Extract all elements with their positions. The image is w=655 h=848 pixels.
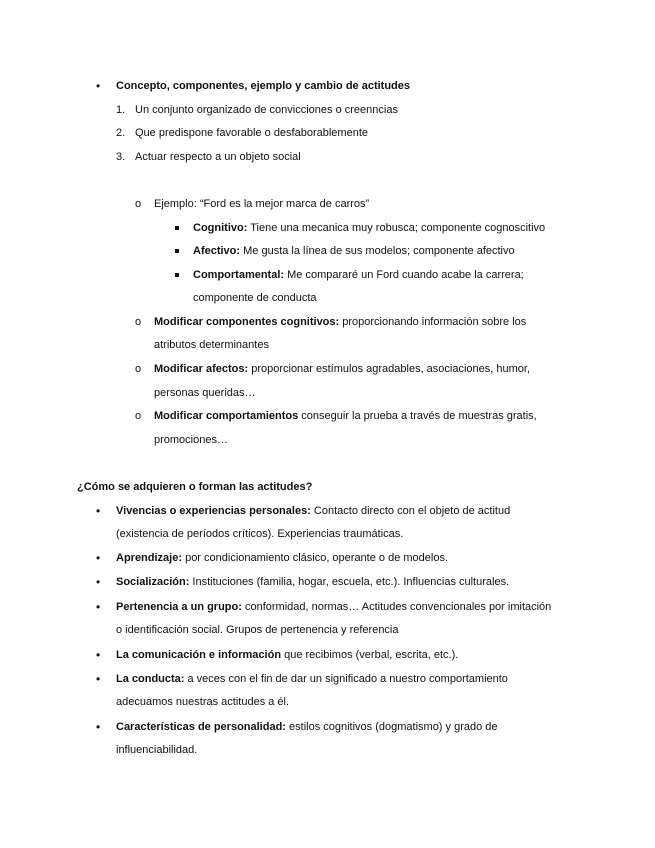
bullet-icon: • xyxy=(96,672,101,686)
modifier-cognitivos-cont: atributos determinantes xyxy=(154,339,269,351)
list-item-conducta-cont: adecuamos nuestras actitudes a él. xyxy=(116,696,290,708)
circle-bullet-icon: o xyxy=(135,198,142,210)
list-item-socializacion: Socialización: Instituciones (familia, hogar, escuela, etc.). Influencias culturales. xyxy=(116,576,510,588)
circle-bullet-icon: o xyxy=(135,410,142,422)
example-item-comportamental: Comportamental: Me compararé un Ford cuando acabe la carrera; xyxy=(193,269,524,281)
bullet-icon: • xyxy=(96,600,101,614)
list-number: 3. xyxy=(116,151,126,163)
example-text: Ejemplo: “Ford es la mejor marca de carros” xyxy=(154,198,370,210)
list-item-pertenencia-cont: o identificación social. Grupos de pertenencia y referencia xyxy=(116,624,399,636)
bullet-icon: • xyxy=(96,551,101,565)
modifier-comportamientos: Modificar comportamientos conseguir la prueba a través de muestras gratis, xyxy=(154,410,537,422)
bullet-icon: • xyxy=(96,720,101,734)
list-item-aprendizaje: Aprendizaje: por condicionamiento clásico, operante o de modelos. xyxy=(116,552,449,564)
section2-heading: ¿Cómo se adquieren o forman las actitudes? xyxy=(77,481,313,493)
list-item-personalidad: Características de personalidad: estilos cognitivos (dogmatismo) y grado de xyxy=(116,721,498,733)
modifier-comportamientos-cont: promociones… xyxy=(154,434,228,446)
list-item-vivencias-cont: (existencia de períodos críticos). Experiencias traumáticas. xyxy=(116,528,404,540)
modifier-cognitivos: Modificar componentes cognitivos: proporcionando información sobre los xyxy=(154,316,527,328)
list-item-conducta: La conducta: a veces con el fin de dar un significado a nuestro comportamiento xyxy=(116,673,508,685)
list-item-vivencias: Vivencias o experiencias personales: Contacto directo con el objeto de actitud xyxy=(116,505,511,517)
bullet-icon: • xyxy=(96,648,101,662)
square-bullet-icon xyxy=(175,249,179,253)
square-bullet-icon xyxy=(175,226,179,230)
square-bullet-icon xyxy=(175,273,179,277)
numbered-item-2: Que predispone favorable o desfaborablemente xyxy=(135,127,368,139)
example-item-cognitivo: Cognitivo: Tiene una mecanica muy robusca; componente cognoscitivo xyxy=(193,222,546,234)
section1-heading: Concepto, componentes, ejemplo y cambio de actitudes xyxy=(116,80,411,92)
bullet-icon: • xyxy=(96,504,101,518)
bullet-icon: • xyxy=(96,575,101,589)
circle-bullet-icon: o xyxy=(135,363,142,375)
list-item-comunicacion: La comunicación e información que recibimos (verbal, escrita, etc.). xyxy=(116,649,459,661)
circle-bullet-icon: o xyxy=(135,316,142,328)
example-item-afectivo: Afectivo: Me gusta la línea de sus modelos; componente afectivo xyxy=(193,245,515,257)
list-number: 1. xyxy=(116,104,126,116)
modifier-afectos-cont: personas queridas… xyxy=(154,387,256,399)
modifier-afectos: Modificar afectos: proporcionar estímulos agradables, asociaciones, humor, xyxy=(154,363,531,375)
example-item-comportamental-cont: componente de conducta xyxy=(193,292,317,304)
list-number: 2. xyxy=(116,127,126,139)
list-item-personalidad-cont: influenciabilidad. xyxy=(116,744,198,756)
numbered-item-1: Un conjunto organizado de convicciones o creenncias xyxy=(135,104,398,116)
bullet-icon: • xyxy=(96,79,101,93)
numbered-item-3: Actuar respecto a un objeto social xyxy=(135,151,301,163)
list-item-pertenencia: Pertenencia a un grupo: conformidad, normas… Actitudes convencionales por imitación xyxy=(116,601,552,613)
